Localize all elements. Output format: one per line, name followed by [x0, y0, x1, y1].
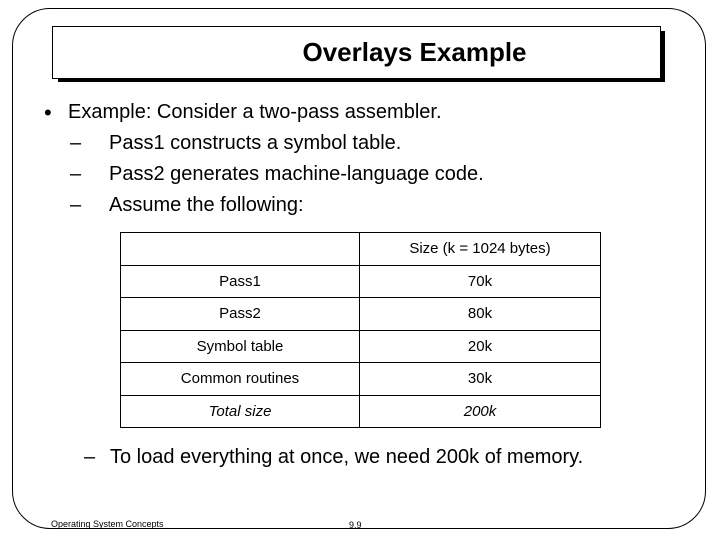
table-cell-component: Common routines: [121, 363, 360, 396]
slide-title: Overlays Example: [302, 37, 527, 67]
footer-course: Operating System Concepts: [51, 519, 164, 529]
table-cell-component: Total size: [121, 395, 360, 428]
dash-icon: –: [70, 132, 82, 154]
subbullet-item: [44, 159, 484, 190]
table-row: [121, 298, 601, 331]
table-header-row: [121, 233, 601, 266]
table-cell-size: 20k: [360, 330, 601, 363]
footer-page-number: 9.9: [349, 520, 362, 530]
title-box: [52, 26, 661, 79]
conclusion-text: To load everything at once, we need 200k of memory.: [110, 446, 584, 468]
conclusion-item: [84, 446, 583, 469]
table-cell-size: 80k: [360, 298, 601, 331]
table-cell-size: 200k: [360, 395, 601, 428]
dash-icon: –: [70, 163, 82, 185]
dash-icon: –: [70, 194, 82, 216]
bullet-dot-icon: •: [44, 100, 52, 125]
table-cell-component: Symbol table: [121, 330, 360, 363]
table-cell-size: 30k: [360, 363, 601, 396]
table-total-row: [121, 395, 601, 428]
dash-icon: –: [84, 446, 96, 468]
table-row: [121, 265, 601, 298]
table-cell-component: Pass2: [121, 298, 360, 331]
bullet-item: [44, 97, 484, 128]
size-table: [120, 232, 601, 428]
table-row: [121, 330, 601, 363]
bullet-text: Example: Consider a two-pass assembler.: [68, 101, 442, 123]
table-cell-size: 70k: [360, 265, 601, 298]
subbullet-text: Assume the following:: [109, 194, 304, 216]
table-header-cell: [121, 233, 360, 266]
bullet-list: [44, 97, 484, 221]
subbullet-text: Pass1 constructs a symbol table.: [109, 132, 402, 154]
table-cell-component: Pass1: [121, 265, 360, 298]
table-header-cell: Size (k = 1024 bytes): [360, 233, 601, 266]
subbullet-item: [44, 128, 484, 159]
subbullet-item: [44, 190, 484, 221]
table-row: [121, 363, 601, 396]
subbullet-text: Pass2 generates machine-language code.: [109, 163, 484, 185]
